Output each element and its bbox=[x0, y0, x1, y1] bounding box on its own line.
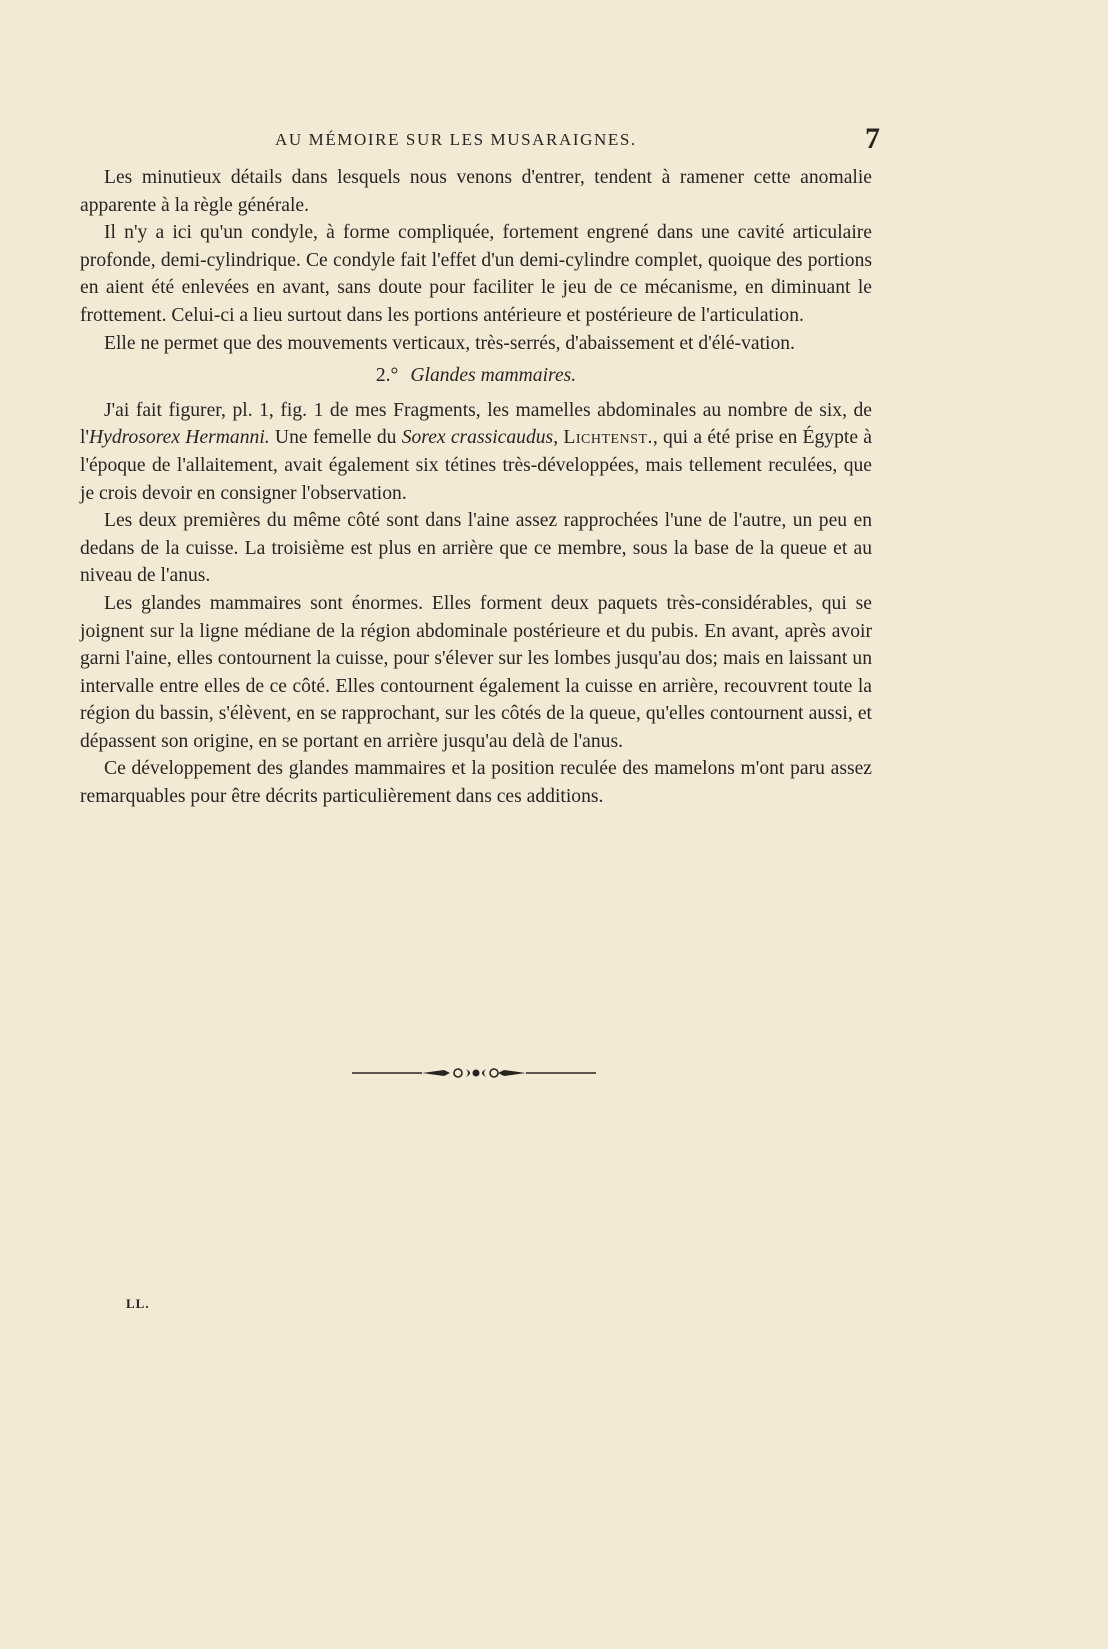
author-name: Lichtenst. bbox=[563, 427, 653, 449]
section-heading bbox=[80, 362, 872, 390]
paragraph-text: Une femelle du bbox=[269, 427, 402, 449]
typographic-rule-ornament-icon bbox=[352, 1066, 596, 1080]
paragraph: Les deux premières du même côté sont dans l'aine assez rapprochées l'une de l'autre, un peu en dedans de la cuisse. La troisième est plus en arrière que ce membre, sous la base de la queue et au niveau de l'anus. bbox=[80, 510, 872, 587]
paragraph-text: , bbox=[553, 427, 564, 449]
paragraph: Ce développement des glandes mammaires et la position reculée des mamelons m'ont paru assez remarquables pour être décrits particulièrement dans ces additions. bbox=[80, 758, 872, 808]
paragraph-text: J'ai fait figurer, pl. 1, fig. 1 de mes Fragments, les mamelles abdominales au nombre de six, de l' bbox=[80, 399, 872, 449]
paragraph-text: , qui a été prise en Égypte à l'époque de l'allaitement, avait également six tétines très-développées, mais tellement reculées, que je crois devoir en consigner l'observation. bbox=[80, 427, 872, 504]
section-number: 2.° bbox=[375, 365, 399, 387]
signature: LL. bbox=[126, 1296, 150, 1311]
paragraph: Elle ne permet que des mouvements verticaux, très-serrés, d'abaissement et d'élé-vation. bbox=[104, 332, 795, 354]
species-name: Hydrosorex Hermanni. bbox=[88, 427, 270, 449]
species-name: Sorex crassicaudus bbox=[401, 427, 554, 449]
section-title: Glandes mammaires. bbox=[410, 365, 577, 387]
running-title: AU MÉMOIRE SUR LES MUSARAIGNES. bbox=[275, 130, 637, 149]
paragraph bbox=[80, 397, 872, 507]
body-text bbox=[80, 164, 872, 811]
paragraph: Les glandes mammaires sont énormes. Elles forment deux paquets très-considérables, qui se joignent sur la ligne médiane de la région abdominale postérieure et du pubis. En avant, après avoir garni l'aine, elles contournent la cuisse, pour s'élever sur les lombes jusqu'au dos; mais en laissant un intervalle entre elles de ce côté. Elles contournent également la cuisse en arrière, recouvrent toute la région du bassin, s'élèvent, en se rapprochant, sur les côtés de la queue, qu'elles contournent aussi, et dépassent son origine, en se portant en arrière jusqu'au delà de l'anus. bbox=[80, 592, 872, 752]
paragraph: Les minutieux détails dans lesquels nous venons d'entrer, tendent à ramener cette anomalie apparente à la règle générale. bbox=[80, 167, 872, 216]
page-header bbox=[80, 122, 880, 158]
paragraph: Il n'y a ici qu'un condyle, à forme compliquée, fortement engrené dans une cavité articulaire profonde, demi-cylindrique. Ce condyle fait l'effet d'un demi-cylindre complet, quoique des portions en aient été enlevées en avant, sans doute pour faciliter le jeu de ce mécanisme, en diminuant le frottement. Celui-ci a lieu surtout dans les portions antérieure et postérieure de l'articulation. bbox=[80, 222, 872, 326]
page-number: 7 bbox=[865, 122, 880, 155]
